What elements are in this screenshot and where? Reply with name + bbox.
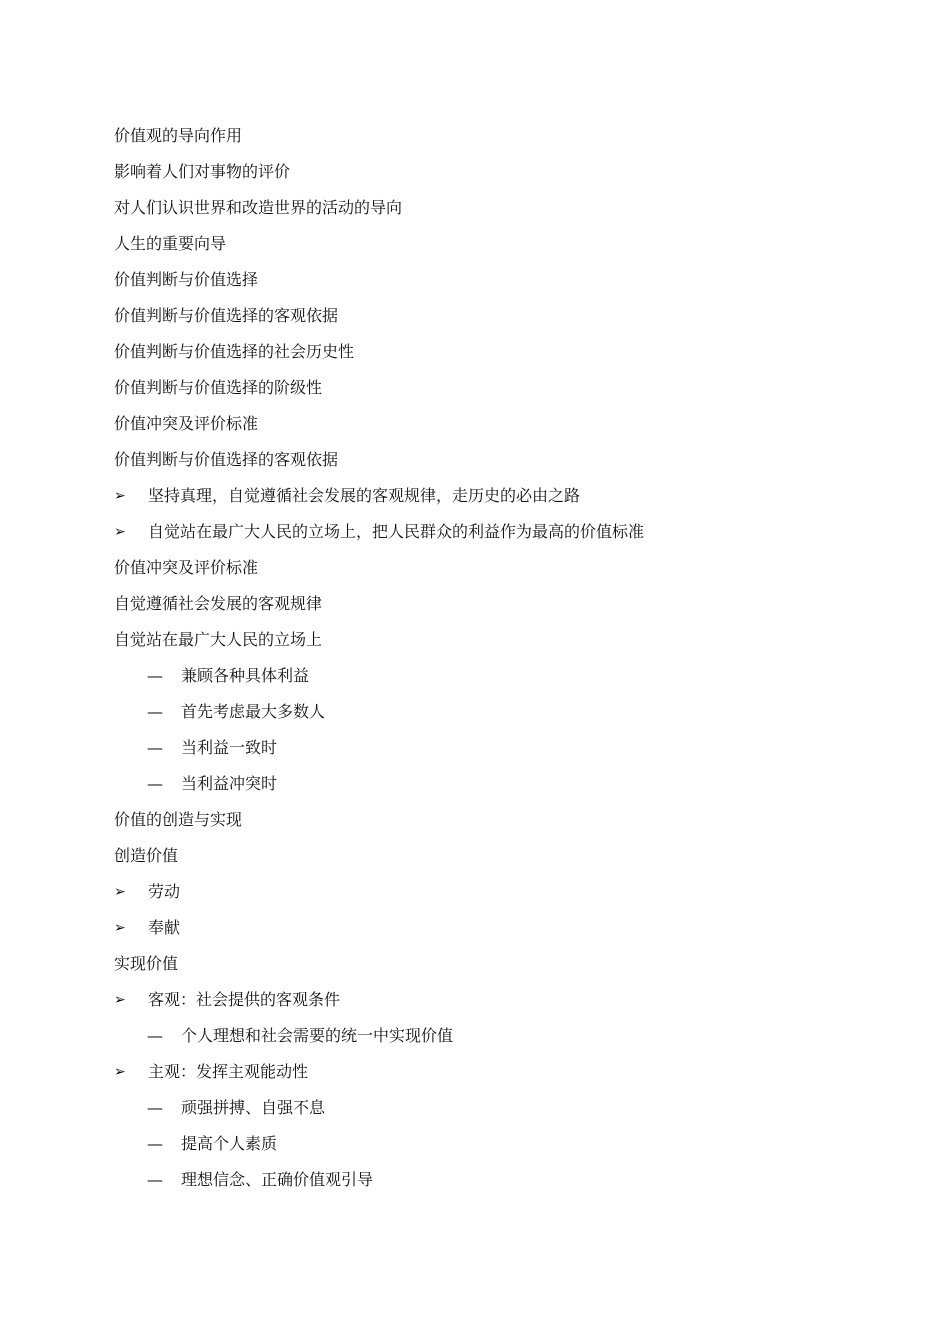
dash-item bbox=[114, 700, 854, 736]
bullet-item bbox=[114, 988, 854, 1024]
text-line bbox=[114, 628, 854, 664]
dash-marker: — bbox=[147, 702, 163, 721]
text-line bbox=[114, 808, 854, 844]
line-text: 首先考虑最大多数人 bbox=[181, 702, 326, 721]
line-text: 价值冲突及评价标准 bbox=[114, 558, 259, 577]
dash-marker: — bbox=[147, 1098, 163, 1117]
arrow-bullet-icon: ➢ bbox=[114, 920, 126, 936]
line-text: 创造价值 bbox=[114, 846, 179, 865]
dash-item bbox=[114, 1168, 854, 1204]
text-line bbox=[114, 124, 854, 160]
line-text: 自觉遵循社会发展的客观规律 bbox=[114, 594, 323, 613]
line-text: 理想信念、正确价值观引导 bbox=[181, 1170, 374, 1189]
dash-marker: — bbox=[147, 666, 163, 685]
dash-marker: — bbox=[147, 1026, 163, 1045]
line-text: 对人们认识世界和改造世界的活动的导向 bbox=[114, 198, 403, 217]
arrow-bullet-icon: ➢ bbox=[114, 884, 126, 900]
line-text: 个人理想和社会需要的统一中实现价值 bbox=[181, 1026, 454, 1045]
text-line bbox=[114, 340, 854, 376]
line-text: 自觉站在最广大人民的立场上 bbox=[114, 630, 323, 649]
line-text: 影响着人们对事物的评价 bbox=[114, 162, 291, 181]
text-line bbox=[114, 196, 854, 232]
dash-marker: — bbox=[147, 1134, 163, 1153]
line-text: 兼顾各种具体利益 bbox=[181, 666, 310, 685]
dash-marker: — bbox=[147, 1170, 163, 1189]
arrow-bullet-icon: ➢ bbox=[114, 488, 126, 504]
text-line bbox=[114, 952, 854, 988]
line-text: 当利益一致时 bbox=[181, 738, 278, 757]
line-text: 价值冲突及评价标准 bbox=[114, 414, 259, 433]
bullet-item bbox=[114, 916, 854, 952]
line-text: 劳动 bbox=[148, 882, 181, 901]
line-text: 提高个人素质 bbox=[181, 1134, 278, 1153]
arrow-bullet-icon: ➢ bbox=[114, 1064, 126, 1080]
dash-marker: — bbox=[147, 738, 163, 757]
line-text: 价值判断与价值选择的社会历史性 bbox=[114, 342, 355, 361]
line-text: 实现价值 bbox=[114, 954, 179, 973]
dash-item bbox=[114, 1024, 854, 1060]
arrow-bullet-icon: ➢ bbox=[114, 992, 126, 1008]
text-line bbox=[114, 592, 854, 628]
line-text: 价值判断与价值选择的阶级性 bbox=[114, 378, 323, 397]
text-line bbox=[114, 232, 854, 268]
text-line bbox=[114, 448, 854, 484]
document-body bbox=[114, 124, 854, 1204]
bullet-item bbox=[114, 1060, 854, 1096]
bullet-item bbox=[114, 520, 854, 556]
dash-item bbox=[114, 1096, 854, 1132]
dash-item bbox=[114, 772, 854, 808]
bullet-item bbox=[114, 880, 854, 916]
dash-item bbox=[114, 736, 854, 772]
dash-item bbox=[114, 1132, 854, 1168]
line-text: 自觉站在最广大人民的立场上，把人民群众的利益作为最高的价值标准 bbox=[148, 522, 645, 541]
line-text: 奉献 bbox=[148, 918, 181, 937]
line-text: 主观：发挥主观能动性 bbox=[148, 1062, 309, 1081]
text-line bbox=[114, 556, 854, 592]
line-text: 价值的创造与实现 bbox=[114, 810, 243, 829]
bullet-item bbox=[114, 484, 854, 520]
text-line bbox=[114, 268, 854, 304]
line-text: 顽强拼搏、自强不息 bbox=[181, 1098, 326, 1117]
line-text: 价值判断与价值选择 bbox=[114, 270, 259, 289]
dash-marker: — bbox=[147, 774, 163, 793]
text-line bbox=[114, 160, 854, 196]
line-text: 价值观的导向作用 bbox=[114, 126, 243, 145]
line-text: 人生的重要向导 bbox=[114, 234, 227, 253]
text-line bbox=[114, 376, 854, 412]
dash-item bbox=[114, 664, 854, 700]
text-line bbox=[114, 844, 854, 880]
line-text: 客观：社会提供的客观条件 bbox=[148, 990, 341, 1009]
line-text: 价值判断与价值选择的客观依据 bbox=[114, 450, 339, 469]
text-line bbox=[114, 304, 854, 340]
text-line bbox=[114, 412, 854, 448]
line-text: 当利益冲突时 bbox=[181, 774, 278, 793]
line-text: 价值判断与价值选择的客观依据 bbox=[114, 306, 339, 325]
line-text: 坚持真理，自觉遵循社会发展的客观规律，走历史的必由之路 bbox=[148, 486, 581, 505]
arrow-bullet-icon: ➢ bbox=[114, 524, 126, 540]
